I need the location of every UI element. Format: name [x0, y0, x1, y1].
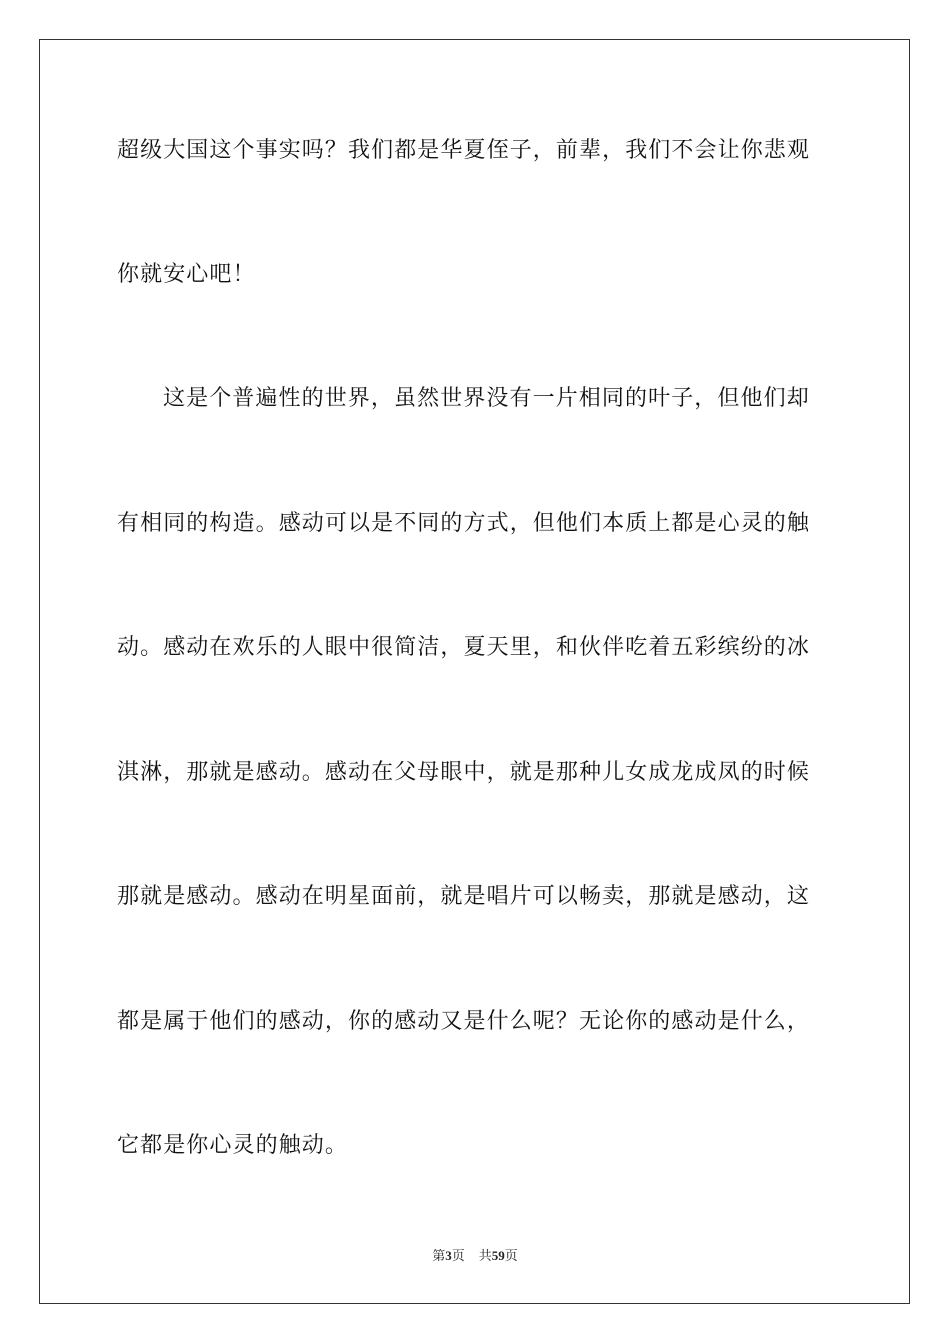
page-footer: [0, 1247, 950, 1266]
text-line-1: 超级大国这个事实吗？我们都是华夏侄子，前辈，我们不会让你悲观: [117, 138, 811, 163]
text-line-2: 你就安心吧！: [117, 262, 256, 287]
total-pages: 59: [491, 1248, 505, 1263]
text-line-6: 淇淋，那就是感动。感动在父母眼中，就是那种儿女成龙成凤的时候: [117, 760, 811, 785]
text-line-4: 有相同的构造。感动可以是不同的方式，但他们本质上都是心灵的触: [117, 511, 811, 536]
page-number: 3: [445, 1248, 452, 1263]
text-line-3: 这是个普遍性的世界，虽然世界没有一片相同的叶子，但他们却: [163, 386, 810, 411]
total-prefix: 共: [478, 1249, 492, 1264]
page-prefix: 第: [432, 1249, 446, 1264]
text-line-8: 都是属于他们的感动，你的感动又是什么呢？无论你的感动是什么，: [117, 1009, 811, 1034]
page-suffix: 页: [451, 1249, 465, 1264]
total-suffix: 页: [504, 1249, 518, 1264]
text-line-5: 动。感动在欢乐的人眼中很简洁，夏天里，和伙伴吃着五彩缤纷的冰: [117, 635, 811, 660]
page-border: [39, 39, 910, 1304]
text-line-9: 它都是你心灵的触动。: [117, 1133, 349, 1158]
text-line-7: 那就是感动。感动在明星面前，就是唱片可以畅卖，那就是感动，这: [117, 884, 811, 909]
